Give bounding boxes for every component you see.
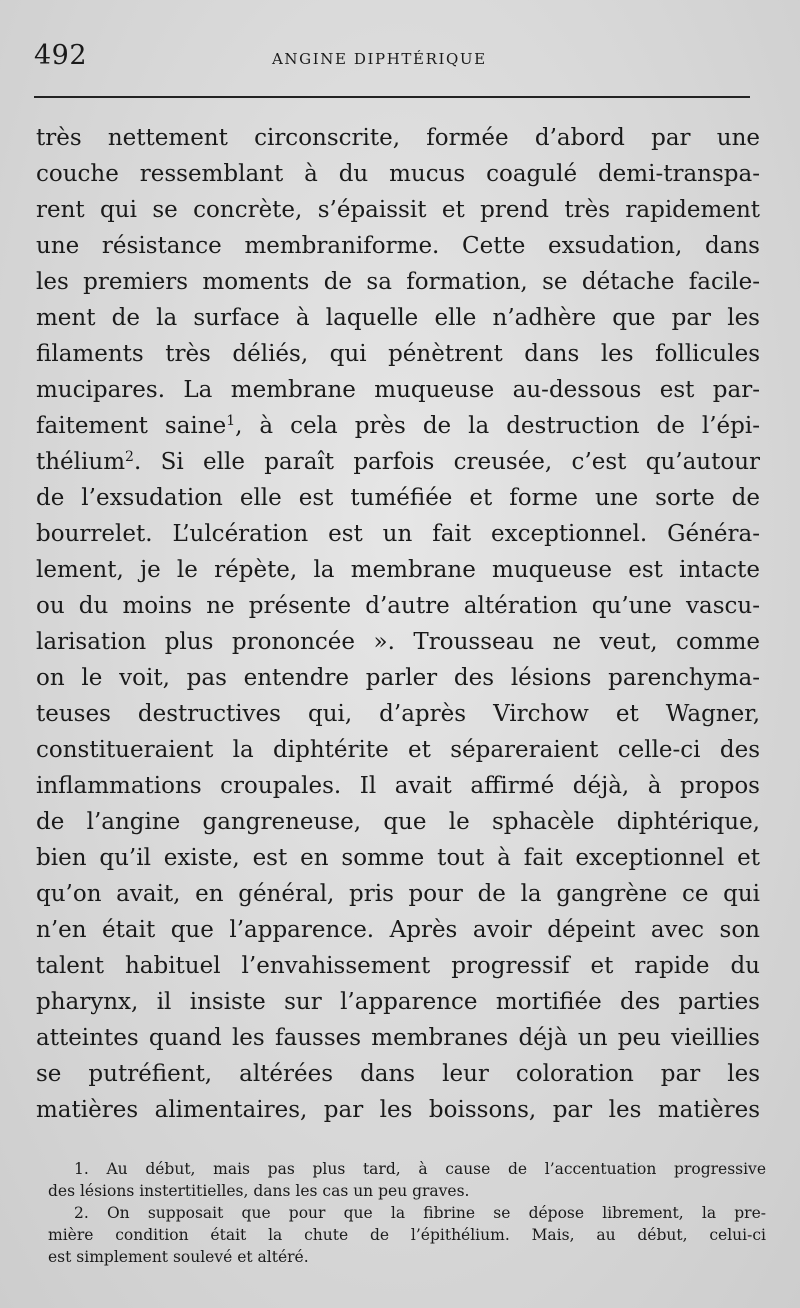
text-line: mucipares. La membrane muqueuse au-dessous est par-: [36, 377, 760, 403]
footnote-ref: 1: [226, 413, 236, 429]
text-line: ment de la surface à laquelle elle n’adhère que par les: [36, 305, 760, 331]
footnotes: [48, 1158, 766, 1268]
text-line: matières alimentaires, par les boissons, par les matières: [36, 1097, 760, 1123]
text-line: thélium$^2$. Si elle paraît parfois creusée, c’est qu’autour: [36, 449, 760, 475]
text-line: rent qui se concrète, s’épaissit et prend très rapidement: [36, 197, 760, 223]
text-line: se putréfient, altérées dans leur coloration par les: [36, 1061, 760, 1087]
text-line: atteintes quand les fausses membranes déjà un peu vieillies: [36, 1025, 760, 1051]
text-line: inflammations croupales. Il avait affirmé déjà, à propos: [36, 773, 760, 799]
text-line: bien qu’il existe, est en somme tout à fait exceptionnel et: [36, 845, 760, 871]
text-line: ou du moins ne présente d’autre altération qu’une vascu-: [36, 593, 760, 619]
text-line: larisation plus prononcée ». Trousseau ne veut, comme: [36, 629, 760, 655]
text-line: lement, je le répète, la membrane muqueuse est intacte: [36, 557, 760, 583]
text-line: constitueraient la diphtérite et sépareraient celle-ci des: [36, 737, 760, 763]
footnote-line: 1. Au début, mais pas plus tard, à cause de l’accentuation progressive: [74, 1160, 766, 1178]
text-line: on le voit, pas entendre parler des lésions parenchyma-: [36, 665, 760, 691]
footnote-line: 2. On supposait que pour que la fibrine se dépose librement, la pre-: [74, 1204, 766, 1222]
footnote-line: est simplement soulevé et altéré.: [48, 1248, 309, 1266]
text-line: faitement saine$^1$, à cela près de la destruction de l’épi-: [36, 413, 760, 439]
page-number: 492: [34, 40, 88, 71]
text-line: couche ressemblant à du mucus coagulé demi-transpa-: [36, 161, 760, 187]
text-line: talent habituel l’envahissement progressif et rapide du: [36, 953, 760, 979]
text-line: bourrelet. L’ulcération est un fait exceptionnel. Généra-: [36, 521, 760, 547]
text-line: n’en était que l’apparence. Après avoir dépeint avec son: [36, 917, 760, 943]
footnote-line: des lésions instertitielles, dans les cas un peu graves.: [48, 1182, 470, 1200]
text-line: pharynx, il insiste sur l’apparence mortifiée des parties: [36, 989, 760, 1015]
text-line: une résistance membraniforme. Cette exsudation, dans: [36, 233, 760, 259]
text-line: qu’on avait, en général, pris pour de la gangrène ce qui: [36, 881, 760, 907]
footnote-ref: 2: [125, 449, 134, 465]
page-header: [34, 40, 750, 80]
header-rule: [34, 96, 750, 98]
text-line: très nettement circonscrite, formée d’abord par une: [36, 125, 760, 151]
running-title: ANGINE DIPHTÉRIQUE: [272, 50, 487, 68]
footnote-line: mière condition était la chute de l’épithélium. Mais, au début, celui-ci: [48, 1226, 766, 1244]
text-line: de l’angine gangreneuse, que le sphacèle diphtérique,: [36, 809, 760, 835]
text-line: les premiers moments de sa formation, se détache facile-: [36, 269, 760, 295]
text-line: de l’exsudation elle est tuméfiée et forme une sorte de: [36, 485, 760, 511]
text-line: filaments très déliés, qui pénètrent dans les follicules: [36, 341, 760, 367]
body-text: [36, 120, 760, 1128]
text-line: teuses destructives qui, d’après Virchow et Wagner,: [36, 701, 760, 727]
